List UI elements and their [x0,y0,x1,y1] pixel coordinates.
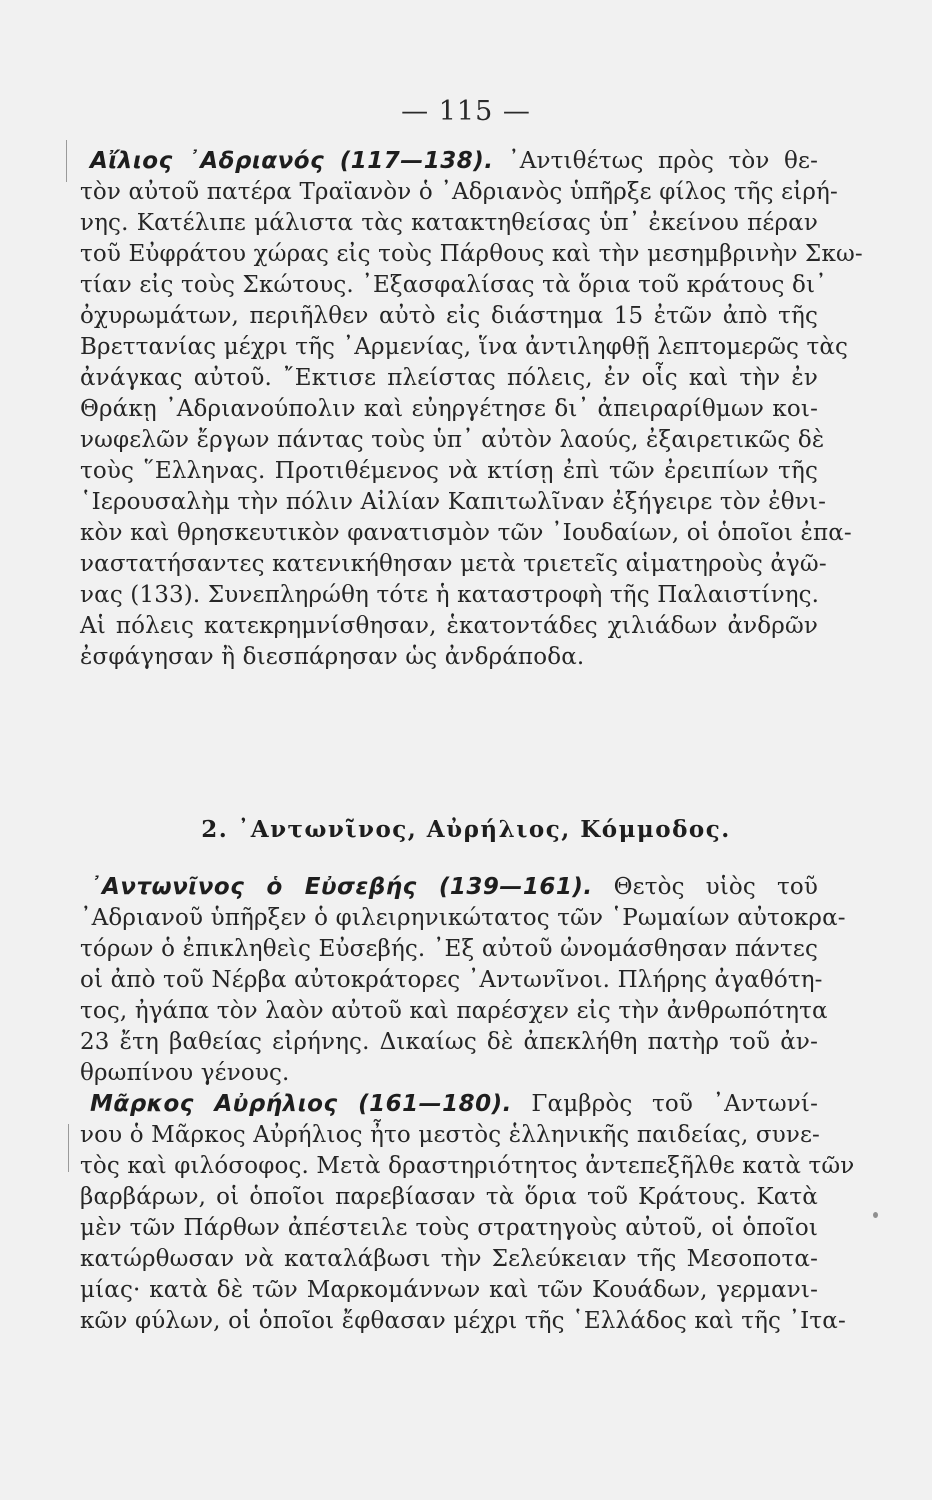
text-line: ἐσφάγησαν ἢ διεσπάρησαν ὡς ἀνδράποδα. [80,644,585,670]
text-line: νου ὁ Μᾶρκος Αὐρήλιος ἦτο μεστὸς ἑλληνικῆς παιδείας, συνε- [80,1122,820,1148]
text-line: βαρβάρων, οἱ ὁποῖοι παρεβίασαν τὰ ὅρια τοῦ Κράτους. Κατὰ [80,1184,818,1210]
text-line: κῶν φύλων, οἱ ὁποῖοι ἔφθασαν μέχρι τῆς ῾Ελλάδος καὶ τῆς ᾿Ιτα- [80,1308,846,1334]
text-line: Αἱ πόλεις κατεκρημνίσθησαν, ἑκατοντάδες χιλιάδων ἀνδρῶν [80,613,818,639]
text-line: 23 ἔτη βαθείας εἰρήνης. Δικαίως δὲ ἀπεκλήθη πατὴρ τοῦ ἀν- [80,1029,818,1055]
scan-speck [873,1212,878,1218]
page-number: — 115 — [401,96,531,127]
margin-mark-top [66,140,67,182]
margin-mark-bottom [68,1124,69,1172]
text-line: ὀχυρωμάτων, περιῆλθεν αὐτὸ εἰς διάστημα 15 ἐτῶν ἀπὸ τῆς [80,303,818,329]
text-line: τόρων ὁ ἐπικληθεὶς Εὐσεβής. ᾿Εξ αὐτοῦ ὠνομάσθησαν πάντες [80,936,818,962]
paragraph-heading-antoninus: ᾿Αντωνῖνος ὁ Εὐσεβής (139—161). [90,874,593,900]
text-line: ναστατήσαντες κατενικήθησαν μετὰ τριετεῖς αἱματηροὺς ἀγῶ- [80,551,827,577]
text-line: κατώρθωσαν νὰ καταλάβωσι τὴν Σελεύκειαν τῆς Μεσοποτα- [80,1246,818,1272]
text-line: νης. Κατέλιπε μάλιστα τὰς κατακτηθείσας ὑπ᾿ ἐκείνου πέραν [80,210,818,236]
text-line: ῾Ιερουσαλὴμ τὴν πόλιν Αἰλίαν Καπιτωλῖναν ἐξήγειρε τὸν ἐθνι- [80,489,827,515]
text-line: κὸν καὶ θρησκευτικὸν φανατισμὸν τῶν ᾿Ιουδαίων, οἱ ὁποῖοι ἐπα- [80,520,852,546]
text-line: τίαν εἰς τοὺς Σκώτους. ᾿Εξασφαλίσας τὰ ὅρια τοῦ κράτους δι᾿ [80,272,827,298]
text-line: θρωπίνου γένους. [80,1060,290,1086]
text-line: τος, ἠγάπα τὸν λαὸν αὐτοῦ καὶ παρέσχεν εἰς τὴν ἀνθρωπότητα [80,998,828,1024]
text-line [80,146,818,177]
line-rest: Γαμβρὸς τοῦ ᾿Αντωνί- [511,1091,818,1117]
paragraph-antoninus-marcus [80,872,855,1337]
section-heading: 2. ᾿Αντωνῖνος, Αὐρήλιος, Κόμμοδος. [201,816,731,843]
text-line: Θράκῃ ᾿Αδριανούπολιν καὶ εὐηργέτησε δι᾿ ἀπειραρίθμων κοι- [80,396,818,422]
text-line: τοῦ Εὐφράτου χώρας εἰς τοὺς Πάρθους καὶ τὴν μεσημβρινὴν Σκω- [80,241,863,267]
text-line: τὸν αὐτοῦ πατέρα Τραϊανὸν ὁ ᾿Αδριανὸς ὑπῆρξε φίλος τῆς εἰρή- [80,179,838,205]
line-rest: Θετὸς υἱὸς τοῦ [592,874,818,900]
text-line: νας (133). Συνεπληρώθη τότε ἡ καταστροφὴ τῆς Παλαιστίνης. [80,582,820,608]
text-line: Βρεττανίας μέχρι τῆς ᾿Αρμενίας, ἵνα ἀντιληφθῇ λεπτομερῶς τὰς [80,334,849,360]
text-line: ἀνάγκας αὐτοῦ. ῎Εκτισε πλείστας πόλεις, ἐν οἷς καὶ τὴν ἐν [80,365,818,391]
text-line: μίας· κατὰ δὲ τῶν Μαρκομάννων καὶ τῶν Κουάδων, γερμανι- [80,1277,818,1303]
text-line [80,872,818,903]
paragraph-heading-marcus: Μᾶρκος Αὐρήλιος (161—180). [90,1091,512,1117]
text-line: τὸς καὶ φιλόσοφος. Μετὰ δραστηριότητος ἀντεπεξῆλθε κατὰ τῶν [80,1153,855,1179]
paragraph-hadrian [80,146,863,673]
text-line [80,1089,818,1120]
text-line: ᾿Αδριανοῦ ὑπῆρξεν ὁ φιλειρηνικώτατος τῶν ῾Ρωμαίων αὐτοκρα- [80,905,846,931]
text-line: τοὺς ῞Ελληνας. Προτιθέμενος νὰ κτίσῃ ἐπὶ τῶν ἐρειπίων τῆς [80,458,818,484]
text-line: νωφελῶν ἔργων πάντας τοὺς ὑπ᾿ αὐτὸν λαούς, ἐξαιρετικῶς δὲ [80,427,825,453]
text-line: μὲν τῶν Πάρθων ἀπέστειλε τοὺς στρατηγοὺς αὐτοῦ, οἱ ὁποῖοι [80,1215,818,1241]
line-rest: ᾿Αντιθέτως πρὸς τὸν θε- [493,148,818,174]
text-line: οἱ ἀπὸ τοῦ Νέρβα αὐτοκράτορες ᾿Αντωνῖνοι. Πλήρης ἀγαθότη- [80,967,823,993]
paragraph-heading-hadrian: Αἴλιος ᾿Αδριανός (117—138). [90,148,494,174]
